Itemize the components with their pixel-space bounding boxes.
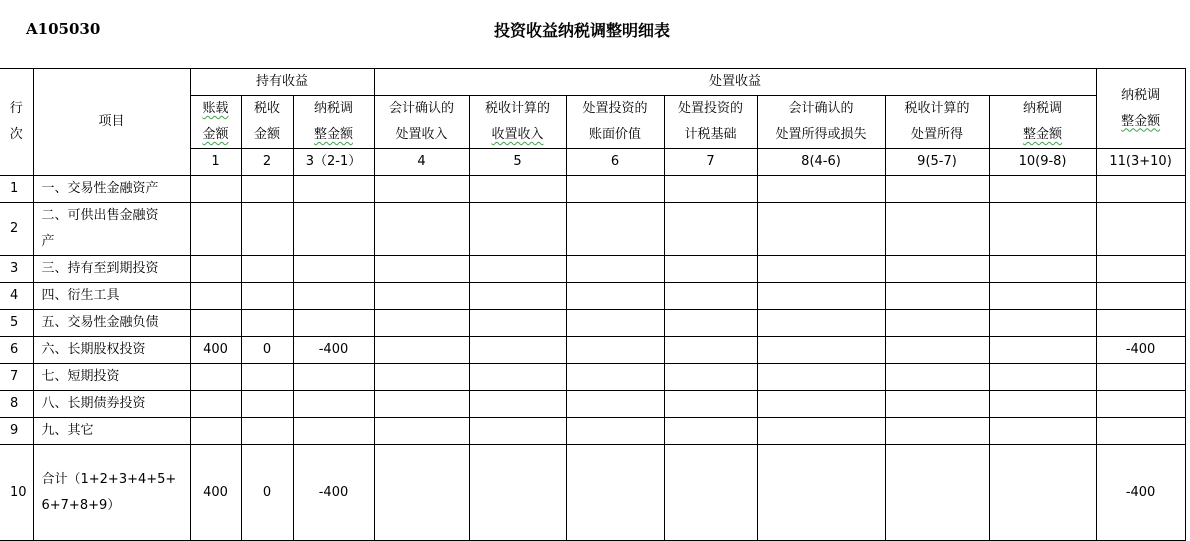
cell-c3: -400 [293,445,374,541]
cell-c2 [241,176,293,203]
cell-c3 [293,418,374,445]
row-number: 7 [0,364,33,391]
header-col-5: 税收计算的 收置收入 [469,96,566,149]
row-item: 二、可供出售金融资 产 [33,203,190,256]
cell-c11 [1096,364,1185,391]
cell-c2 [241,418,293,445]
cell-c2 [241,256,293,283]
cell-c2 [241,310,293,337]
cell-c3 [293,256,374,283]
table-row [0,310,1185,337]
cell-c11: -400 [1096,445,1185,541]
col-num-11: 11(3+10) [1096,149,1185,176]
table-row [0,256,1185,283]
header-col-9: 税收计算的 处置所得 [885,96,989,149]
cell-c3 [293,364,374,391]
table-row [0,418,1185,445]
row-item: 四、衍生工具 [33,283,190,310]
header-row-no: 行 次 [0,69,33,176]
cell-c3 [293,310,374,337]
col-num-7: 7 [664,149,757,176]
col-num-5: 5 [469,149,566,176]
row-number: 4 [0,283,33,310]
cell-c1 [190,418,241,445]
table-row [0,283,1185,310]
cell-c11 [1096,203,1185,256]
col-num-10: 10(9-8) [989,149,1096,176]
cell-c2: 0 [241,445,293,541]
cell-c2: 0 [241,337,293,364]
row-number: 5 [0,310,33,337]
cell-c11 [1096,310,1185,337]
header-col-7: 处置投资的 计税基础 [664,96,757,149]
row-item: 三、持有至到期投资 [33,256,190,283]
tax-adjustment-table [0,68,1186,541]
row-number: 3 [0,256,33,283]
cell-c2 [241,203,293,256]
header-item: 项目 [33,69,190,176]
cell-c11 [1096,418,1185,445]
table-row-total [0,445,1185,541]
cell-c1 [190,176,241,203]
col-num-6: 6 [566,149,664,176]
col-num-2: 2 [241,149,293,176]
header-col-10: 纳税调 整金额 [989,96,1096,149]
cell-c3: -400 [293,337,374,364]
col-num-4: 4 [374,149,469,176]
cell-c1: 400 [190,445,241,541]
cell-c2 [241,364,293,391]
cell-c2 [241,283,293,310]
header-col-2: 税收 金额 [241,96,293,149]
row-item: 五、交易性金融负债 [33,310,190,337]
header-col-1: 账载 金额 [190,96,241,149]
table-row [0,391,1185,418]
row-number: 1 [0,176,33,203]
cell-c11 [1096,391,1185,418]
col-num-9: 9(5-7) [885,149,989,176]
row-number: 6 [0,337,33,364]
cell-c2 [241,391,293,418]
cell-c1: 400 [190,337,241,364]
col-num-1: 1 [190,149,241,176]
cell-c11 [1096,176,1185,203]
cell-c1 [190,256,241,283]
cell-c11 [1096,256,1185,283]
cell-c1 [190,283,241,310]
cell-c11 [1096,283,1185,310]
cell-c1 [190,203,241,256]
cell-c3 [293,176,374,203]
row-number: 2 [0,203,33,256]
row-number: 8 [0,391,33,418]
form-code: A105030 [26,20,101,38]
table-row [0,176,1185,203]
col-num-3: 3（2-1） [293,149,374,176]
table-row [0,364,1185,391]
cell-c3 [293,391,374,418]
header-col-4: 会计确认的 处置收入 [374,96,469,149]
row-number: 10 [0,445,33,541]
row-item: 八、长期债券投资 [33,391,190,418]
cell-c11: -400 [1096,337,1185,364]
header-disposal-income: 处置收益 [374,69,1096,96]
cell-c1 [190,310,241,337]
header-col-6: 处置投资的 账面价值 [566,96,664,149]
header-col-3: 纳税调 整金额 [293,96,374,149]
cell-c1 [190,364,241,391]
row-number: 9 [0,418,33,445]
table-row [0,203,1185,256]
cell-c1 [190,391,241,418]
row-item: 一、交易性金融资产 [33,176,190,203]
header-col-11: 纳税调 整金额 [1096,69,1185,149]
row-item: 九、其它 [33,418,190,445]
page-title: 投资收益纳税调整明细表 [493,21,670,40]
table-row [0,337,1185,364]
header-col-8: 会计确认的 处置所得或损失 [757,96,885,149]
row-item: 七、短期投资 [33,364,190,391]
cell-c3 [293,283,374,310]
row-item: 六、长期股权投资 [33,337,190,364]
header-holding-income: 持有收益 [190,69,374,96]
row-item: 合计（1+2+3+4+5+ 6+7+8+9） [33,445,190,541]
cell-c3 [293,203,374,256]
col-num-8: 8(4-6) [757,149,885,176]
